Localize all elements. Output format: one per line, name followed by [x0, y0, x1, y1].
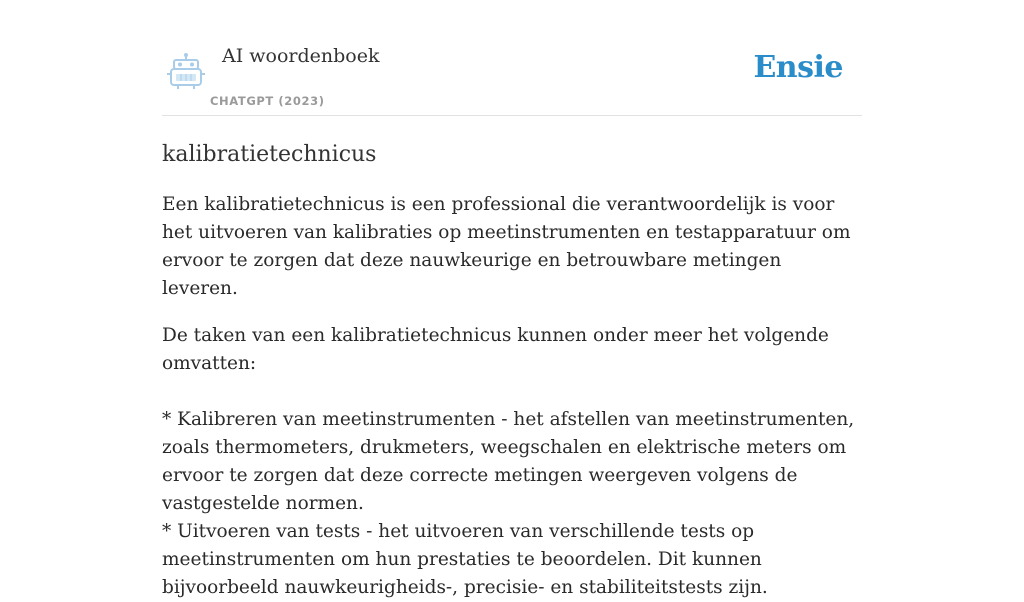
list-item: * Kalibreren van meetinstrumenten - het afstellen van meetinstrumenten, zoals thermometers, drukmeters, weegschalen en elektrische meters om ervoor te zorgen dat deze correcte metingen weergeven volgens de vastgestelde normen. — [162, 409, 855, 514]
entry-content — [162, 140, 862, 602]
header — [162, 0, 862, 116]
robot-icon — [166, 52, 206, 90]
source-subtitle: CHATGPT (2023) — [210, 94, 325, 108]
ensie-logo[interactable]: Ensie — [753, 50, 843, 85]
entry-paragraph: Een kalibratietechnicus is een professional die verantwoordelijk is voor het uitvoeren van kalibraties op meetinstrumenten en testapparatuur om ervoor te zorgen dat deze nauwkeurige en betrouwbare metingen leveren. — [162, 194, 851, 299]
entry-paragraph: De taken van een kalibratietechnicus kunnen onder meer het volgende omvatten: — [162, 325, 829, 374]
source-title-link[interactable]: AI woordenboek — [222, 45, 380, 67]
list-item: * Uitvoeren van tests - het uitvoeren van verschillende tests op meetinstrumenten om hun prestaties te beoordelen. Dit kunnen bijvoorbeeld nauwkeurigheids-, precisie- en stabiliteitstests zijn. — [162, 521, 768, 598]
task-list — [162, 406, 862, 602]
entry-term: kalibratietechnicus — [162, 142, 377, 167]
